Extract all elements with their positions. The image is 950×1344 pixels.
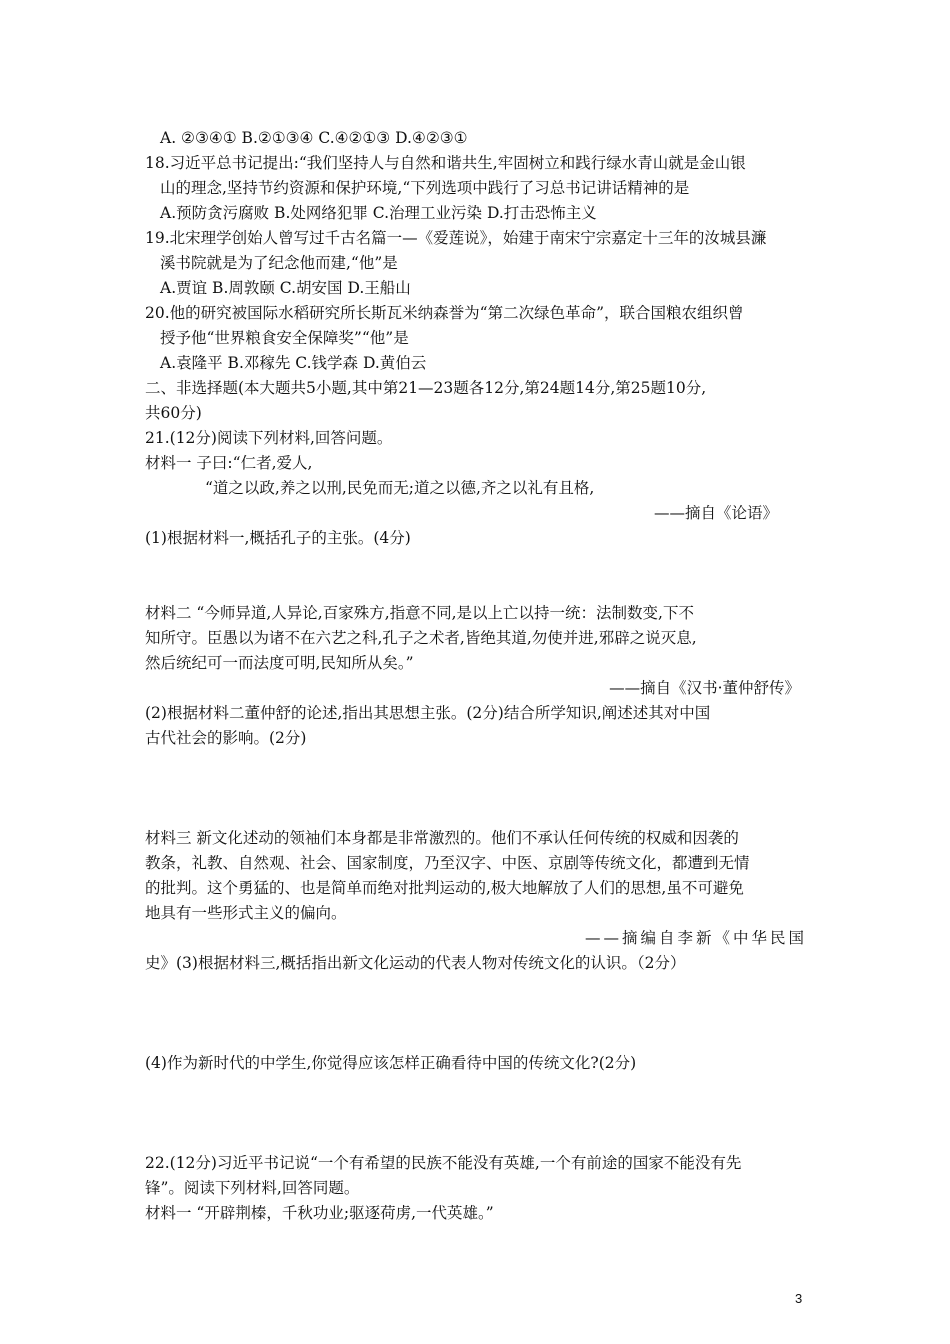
- q18-options: A.预防贪污腐败 B.处网络犯罪 C.治理工业污染 D.打击恐怖主义: [160, 204, 597, 222]
- q22-line2: 锋”。阅读下列材料,回答同题。: [145, 1179, 360, 1197]
- q22-material1: 材料一 “开辟荆榛，千秋功业;驱逐荷虏,一代英雄。”: [145, 1204, 494, 1222]
- q21-question3: 史》(3)根据材料三,概括指出新文化运动的代表人物对传统文化的认识。（2分）: [145, 954, 686, 972]
- q21-question2-line1: (2)根据材料二董仲舒的论述,指出其思想主张。(2分)结合所学知识,阐述述其对中国: [145, 704, 711, 722]
- q21-material2-source: ——摘自《汉书·董仲舒传》: [609, 679, 800, 697]
- q19-options: A.贾谊 B.周敦颐 C.胡安国 D.王船山: [160, 279, 411, 297]
- q21-material3-line4: 地具有一些形式主义的偏向。: [145, 904, 347, 922]
- q21-question4: (4)作为新时代的中学生,你觉得应该怎样正确看待中国的传统文化?(2分): [145, 1054, 637, 1072]
- q21-material1-source: ——摘自《论语》: [653, 504, 778, 522]
- q21-material3-line2: 教条，礼教、自然观、社会、国家制度，乃至汉字、中医、京剧等传统文化，都遭到无情: [145, 854, 750, 872]
- section2-heading-line2: 共60分): [145, 404, 202, 422]
- q19-line1: 19.北宋理学创始人曾写过千古名篇一—《爱莲说》，始建于南宋宁宗嘉定十三年的汝城县濂: [145, 229, 767, 247]
- q21-question1: (1)根据材料一,概括孔子的主张。(4分): [145, 529, 411, 547]
- q17-options: A. ②③④① B.②①③④ C.④②①③ D.④②③①: [160, 129, 468, 147]
- q21-material3-source: ——摘编自李新《中华民国: [584, 929, 807, 947]
- q20-options: A.袁隆平 B.邓稼先 C.钱学森 D.黄伯云: [160, 354, 427, 372]
- q21-question2-line2: 古代社会的影响。(2分): [145, 729, 307, 747]
- q21-material2-line1: 材料二 “今师异道,人异论,百家殊方,指意不同,是以上亡以持一统：法制数变,下不: [145, 604, 694, 622]
- q18-line1: 18.习近平总书记提出:“我们坚持人与自然和谐共生,牢固树立和践行绿水青山就是金山银: [145, 154, 746, 172]
- q21-material3-line1: 材料三 新文化述动的领袖们本身都是非常激烈的。他们不承认任何传统的权威和因袭的: [145, 829, 739, 847]
- q21-material1-line2: “道之以政,养之以刑,民免而无;道之以德,齐之以礼有且格,: [205, 479, 595, 497]
- q22-line1: 22.(12分)习近平书记说“一个有希望的民族不能没有英雄,一个有前途的国家不能没有先: [145, 1154, 742, 1172]
- q20-line1: 20.他的研究被国际水稻研究所长斯瓦米纳森誉为“第二次绿色革命”，联合国粮农组织曾: [145, 304, 744, 322]
- q21-intro: 21.(12分)阅读下列材料,回答问题。: [145, 429, 393, 447]
- q21-material2-line2: 知所守。臣愚以为诸不在六艺之科,孔子之术者,皆绝其道,勿使并进,邪辟之说灭息,: [145, 629, 697, 647]
- q21-material2-line3: 然后统纪可一而法度可明,民知所从矣。”: [145, 654, 414, 672]
- q21-material3-line3: 的批判。这个勇猛的、也是简单而绝对批判运动的,极大地解放了人们的思想,虽不可避免: [145, 879, 744, 897]
- q20-line2: 授予他“世界粮食安全保障奖”“他”是: [160, 329, 409, 347]
- q18-line2: 山的理念,坚持节约资源和保护环境,“下列选项中践行了习总书记讲话精神的是: [160, 179, 690, 197]
- q19-line2: 溪书院就是为了纪念他而建,“他”是: [160, 254, 398, 272]
- page-number: 3: [795, 1291, 803, 1306]
- section2-heading-line1: 二、非选择题(本大题共5小题,其中第21—23题各12分,第24题14分,第25题10分,: [145, 379, 707, 397]
- q21-material1-line1: 材料一 子曰:“仁者,爱人,: [145, 454, 313, 472]
